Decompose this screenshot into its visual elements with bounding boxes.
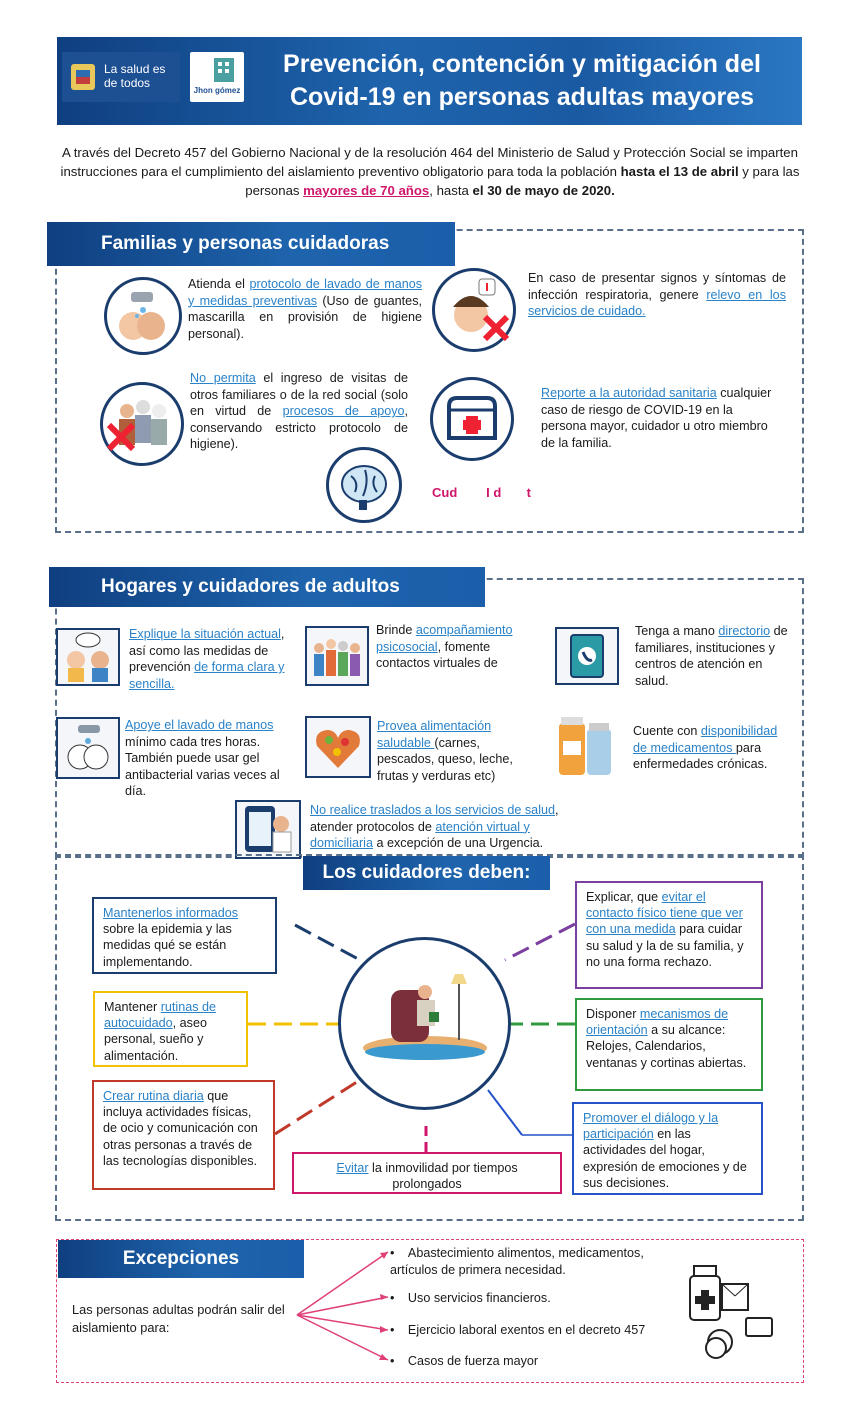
link-apoye-lavado[interactable]: Apoye el lavado de manos — [125, 718, 274, 732]
familias-item-1: Atienda el protocolo de lavado de manos y medidas preventivas (Uso de guantes, mascarilla en provisión de higiene personal). — [188, 277, 423, 341]
logo-text: La salud es de todos — [104, 62, 166, 90]
link-explique-situacion[interactable]: Explique la situación actual — [129, 627, 281, 641]
cuidadores-card-2: Mantener rutinas de autocuidado, aseo personal, sueño y alimentación. — [93, 991, 248, 1067]
exception-item: • Uso servicios financieros. — [390, 1291, 551, 1305]
hogares-item-6: Cuente con disponibilidad de medicamentos para enfermedades crónicas. — [633, 724, 778, 771]
intro-text: A través del Decreto 457 del Gobierno Nacional y de la resolución 464 del Ministerio de Salud y Protección Social se imparten instrucciones para el cumplimiento del aislamiento preventivo obligatorio para toda la población — [60, 145, 798, 179]
cuidadores-card-1: Mantenerlos informados sobre la epidemia y las medidas qué se están implementando. — [92, 897, 277, 974]
link-reporte-autoridad[interactable]: Reporte a la autoridad sanitaria — [541, 386, 717, 400]
supplies-icon — [686, 1262, 776, 1362]
hogares-item-3: Tenga a mano directorio de familiares, instituciones y centros de atención en salud. — [635, 624, 788, 688]
link-evitar[interactable]: Evitar — [336, 1161, 369, 1175]
cuidadores-card-6: Disponer mecanismos de orientación a su alcance: Relojes, Calendarios, ventanas y cortinas abiertas. — [575, 998, 763, 1091]
hogares-item-1: Explique la situación actual, así como las medidas de prevención de forma clara y sencilla. — [129, 627, 285, 691]
title-line-2: Covid-19 en personas adultas mayores — [289, 83, 755, 111]
exception-item: • Ejercicio laboral exentos en el decreto 457 — [390, 1323, 646, 1337]
excepciones-lead: Las personas adultas podrán salir del aislamiento para: — [72, 1302, 285, 1335]
cuidadores-card-4: Evitar la inmovilidad por tiempos prolongados — [292, 1152, 562, 1194]
exception-item: • Casos de fuerza mayor — [390, 1354, 539, 1368]
partner-logo-text: Jhon gómez — [193, 86, 241, 95]
link-promover-dialogo[interactable]: Promover el diálogo y la participación — [583, 1111, 719, 1142]
link-protocolo-lavado[interactable]: protocolo de lavado de manos y medidas preventivas — [188, 277, 423, 308]
link-clara-sencilla[interactable]: de forma clara y sencilla. — [129, 660, 285, 691]
hogares-item-4: Apoye el lavado de manos mínimo cada tres horas. También puede usar gel antibacterial varias veces al día. — [125, 718, 280, 798]
hogares-heading: Hogares y cuidadores de adultos — [49, 567, 485, 607]
link-no-realice-traslados[interactable]: No realice traslados a los servicios de salud — [310, 803, 555, 817]
intro-text-3: , hasta — [429, 183, 473, 198]
link-atencion-virtual[interactable]: atención virtual y domiciliaria — [310, 819, 530, 850]
link-alimentacion[interactable]: Provea alimentación saludable — [377, 719, 492, 750]
link-acompanamiento[interactable]: acompañamiento psicosocial — [376, 623, 513, 654]
link-mantenerlos-informados[interactable]: Mantenerlos informados — [103, 906, 239, 920]
cuidadores-card-3: Crear rutina diaria que incluya actividades físicas, de ocio y comunicación con otras personas a través de las tecnologías disponibles. — [92, 1080, 275, 1190]
familias-item-3: No permita el ingreso de visitas de otros familiares o de la red social (solo en virtud de procesos de apoyo, conservando estricto protocolo de higiene). — [190, 371, 409, 451]
link-relevo[interactable]: relevo en los servicios de cuidado. — [528, 287, 786, 318]
familias-item-2: En caso de presentar signos y síntomas de infección respiratoria, genere relevo en los servicios de cuidado. — [528, 271, 786, 318]
exception-item: • Abastecimiento alimentos, medicamentos, artículos de primera necesidad. — [390, 1246, 644, 1277]
excepciones-heading: Excepciones — [58, 1240, 304, 1278]
hogares-item-5: Provea alimentación saludable (carnes, pescados, queso, leche, frutas y verduras etc) — [377, 719, 513, 783]
familias-heading: Familias y personas cuidadoras — [47, 222, 455, 266]
title-line-1: Prevención, contención y mitigación del — [283, 50, 761, 78]
link-mecanismos-orientacion[interactable]: mecanismos de orientación — [586, 1007, 729, 1038]
cuidadores-card-5: Explicar, que evitar el contacto físico tiene que ver con una medida para cuidar su salud y la de su familia, y no una forma rechazo. — [575, 881, 763, 989]
link-directorio[interactable]: directorio — [718, 624, 771, 638]
familias-item-4: Reporte a la autoridad sanitaria cualquier caso de riesgo de COVID-19 en la persona mayor, cuidador u otro miembro de la familia. — [541, 386, 772, 450]
intro-date-2: el 30 de mayo de 2020. — [472, 183, 615, 198]
cuidadores-heading: Los cuidadores deben: — [303, 856, 550, 890]
hogares-item-7: No realice traslados a los servicios de salud, atender protocolos de atención virtual y domiciliaria a excepción de una Urgencia. — [310, 803, 559, 850]
intro-date-1: hasta el 13 de abril — [620, 164, 739, 179]
link-evitar-contacto[interactable]: evitar el contacto físico tiene que ver con una medida — [586, 890, 743, 937]
link-medicamentos[interactable]: disponibilidad de medicamentos — [633, 724, 778, 755]
link-crear-rutina[interactable]: Crear rutina diaria — [103, 1089, 204, 1103]
link-procesos-apoyo[interactable]: procesos de apoyo — [282, 404, 405, 418]
intro-age-highlight: mayores de 70 años — [303, 183, 430, 198]
intro-text-2: y para las personas — [245, 164, 800, 198]
partial-text: Cud I d t — [432, 485, 531, 500]
cuidadores-card-7: Promover el diálogo y la participación en las actividades del hogar, expresión de emociones y de sus decisiones. — [572, 1102, 763, 1195]
hogares-item-2: Brinde acompañamiento psicosocial, fomente contactos virtuales de — [376, 623, 513, 670]
link-no-permita[interactable]: No permita — [190, 371, 256, 385]
link-rutinas-autocuidado[interactable]: rutinas de autocuidado — [104, 1000, 217, 1031]
